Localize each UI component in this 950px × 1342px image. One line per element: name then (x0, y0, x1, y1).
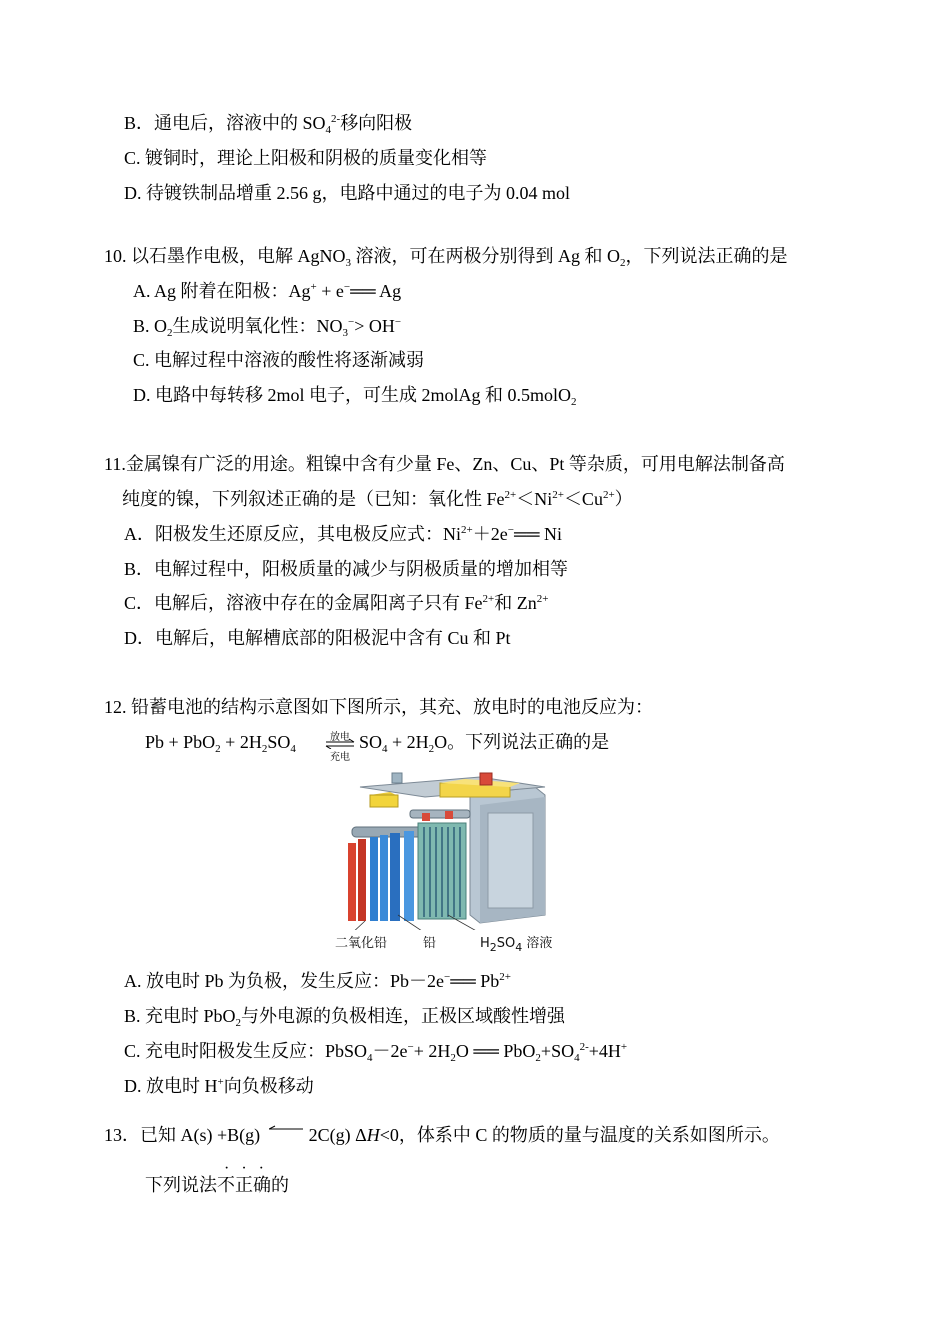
q12-equation-right: $SO_4 + 2H_2O$。下列说法正确的是 (359, 732, 610, 755)
q11-stem-line1: 11.金属镍有广泛的用途。粗镍中含有少量 Fe、Zn、Cu、Pt 等杂质，可用电解法制备高 (104, 454, 785, 474)
lead-acid-battery-figure (330, 765, 555, 955)
q12-option-b: B. 充电时 PbO$_2$与外电源的负极相连，正极区域酸性增强 (124, 1006, 566, 1029)
reversible-arrow (325, 728, 355, 763)
q9-option-b: B．通电后，溶液中的 $SO_4^{2-}$移向阳极 (124, 113, 413, 136)
q11-option-a: A．阳极发生还原反应，其电极反应式：$Ni^{2+}+2e^-══$ Ni (124, 524, 562, 544)
q13-stem-line2: 下列说法不正确的 (145, 1175, 289, 1195)
label-lead-dioxide: 二氧化铅 (335, 936, 388, 951)
q10-option-a: A. Ag 附着在阳极：Ag+ + e−══ Ag (133, 281, 402, 301)
q9-option-d: D. 待镀铁制品增重 2.56 g，电路中通过的电子为 0.04 mol (124, 183, 570, 203)
q13-stem: 13．已知 A(s) +B(g) 2C(g) ΔH<0，体系中 C 的物质的量与温度的关系如图所示。 (104, 1125, 780, 1145)
q12-option-c: C. 充电时阳极发生反应：PbSO$_4$－2e−+ $2H_2O$ ══ $PbO_2+SO_4^{2-}+4H^+$ (124, 1041, 628, 1064)
q10-option-c: C. 电解过程中溶液的酸性将逐渐减弱 (133, 350, 425, 370)
q10-option-b: B. $O_2$生成说明氧化性：$NO_3^-> OH^-$ (133, 316, 402, 339)
q10-stem: 10. 以石墨作电极，电解 AgNO$_3$ 溶液，可在两极分别得到 Ag 和 $O_2$，下列说法正确的是 (104, 246, 788, 269)
q11-option-c: C．电解后，溶液中存在的金属阳离子只有 $Fe^{2+}$和 $Zn^{2+}$ (124, 593, 549, 613)
battery-illustration (330, 765, 555, 930)
q12-stem: 12. 铅蓄电池的结构示意图如下图所示，其充、放电时的电池反应为： (104, 697, 653, 717)
q12-option-a: A. 放电时 Pb 为负极，发生反应：Pb－2e−══ $Pb^{2+}$ (124, 971, 511, 991)
arrow-label-charge: 充电 (330, 752, 350, 763)
label-lead: 铅 (423, 936, 437, 951)
q11-stem-line2: 纯度的镍，下列叙述正确的是（已知：氧化性 $Fe^{2+}<Ni^{2+}<Cu^{2+}$） (122, 489, 633, 509)
reversible-arrow-icon (269, 1125, 305, 1135)
label-sulfuric-acid: $H_2SO_4$ 溶液 (480, 936, 553, 954)
q11-option-d: D．电解后，电解槽底部的阳极泥中含有 Cu 和 Pt (124, 628, 511, 648)
emphasis-dots: ··· (224, 1160, 276, 1177)
q11-option-b: B．电解过程中，阳极质量的减少与阴极质量的增加相等 (124, 559, 569, 579)
q9-option-c: C. 镀铜时，理论上阳极和阴极的质量变化相等 (124, 148, 488, 168)
q10-option-d: D. 电路中每转移 2mol 电子，可生成 2molAg 和 0.5molO$_2$ (133, 385, 577, 408)
arrow-label-discharge: 放电 (330, 732, 350, 743)
q12-option-d: D. 放电时 H+向负极移动 (124, 1076, 314, 1096)
q12-equation-left: $Pb + PbO_2 + 2H_2SO_4$ (145, 732, 296, 755)
